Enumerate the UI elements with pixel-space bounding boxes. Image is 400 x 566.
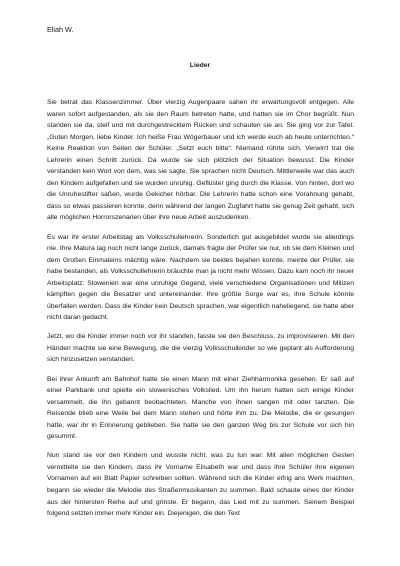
paragraph: Jetzt, wo die Kinder immer noch vor ihr standen, fasste sie den Beschluss, zu improvisieren. Mit den Händen machte sie eine Bewegung, die die vierzig Volksschulkinder so wie geplant als Aufforderung sich hinzusetzen verstanden. [47, 333, 354, 364]
document-title: Lieder [189, 62, 211, 69]
paragraph: Es war ihr erster Arbeitstag als Volksschullehrerin. Sonderlich gut ausgebildet wurde sie allerdings nie. Ihre Matura lag noch nicht lange zurück, damals fragte der Prüfer sie nur, ob sie dem Kleinen und dem Großen Einmaleins mächtig wäre. Nachdem sie beides bejahen konnte, meinte der Prüfer, sie habe bestanden, als Volksschullehrerin bräuchte man ja nicht mehr Wissen. Dazu kam noch ihr neuer Arbeitsplatz: Slowenien war eine unruhige Gegend, viele verschiedene Organisationen und Milizen kämpften gegen die Besatzer und untereinander. Ihre größte Sorge war es, ihre Schule könnte überfallen werden. Dass die Kinder kein Deutsch sprachen, war eigentlich naheliegend, sie hatte aber nicht daran gedacht. [47, 233, 354, 322]
paragraph: Sie betrat das Klassenzimmer. Über vierzig Augenpaare sahen ihr erwartungsvoll entgegen. Alle waren sofort aufgestanden, als sie den Raum betreten hatte, und hatten sie im Chor begrüßt. Nun standen sie da, steif und mit durchgestrecktem Rücken und schauten sie an. Sie ging vor zur Tafel. „Guten Morgen, liebe Kinder. Ich heiße Frau Wögerbauer und ich werde euch ab heute unterrichten.“ Keine Reaktion von Seiten der Schüler. „Setzt euch bitte“. Niemand rührte sich. Verwirrt trat die Lehrerin einen Schritt zurück. Da wurde sie sich plötzlich der Situation bewusst: Die Kinder verstanden kein Wort von dem, was sie sagte. Sie sprachen nicht Deutsch. Mittlerweile war das auch den Kindern aufgefallen und sie wurden unruhig. Geflüster ging durch die Klasse. Von hinten, dort wo die Unruhestifter saßen, wurde Gekicher hörbar. Die Lehrerin hatte schon eine Vorahnung gehabt, dass so etwas passieren konnte, denn während der langen Zugfahrt hatte sie genug Zeit gehabt, sich alle möglichen Horrorszenarien über ihre neue Arbeit auszudenken. [47, 99, 354, 222]
paragraph: Bei ihrer Ankunft am Bahnhof hatte sie einen Mann mit einer Ziehharmonika gesehen. Er saß auf einer Parkbank und spielte ein slowenisches Volkslied. Um ihn herum hatten sich einige Kinder versammelt, die ihn gebannt beobachteten. Manche von ihnen sangen mit oder tanzten. Die Reisende blieb eine Weile bei dem Mann stehen und hörte ihm zu. Die Melodie, die er gesungen hatte, war ihr in Erinnerung geblieben. Sie hatte sie den ganzen Weg bis zur Schule vor sich hin gesummt. [47, 375, 354, 441]
paragraph: Nun stand sie vor den Kindern und wusste nicht, was zu tun war. Mit allen möglichen Gesten vermittelte sie den Kindern, dass ihr Vorname Elisabeth war und dass ihre Schüler ihre eigenen Vornamen auf ein Blatt Papier schreiben sollten. Während sich die Kinder eifrig ans Werk machten, begann sie wieder die Melodie des Straßenmusikanten zu summen. Bald schaute eines der Kinder aus der hintersten Reihe auf und grinste. Er begann, das Lied mit zu summen. Seinem Beispiel folgend setzten immer mehr Kinder ein. Diejenigen, die den Text [47, 452, 354, 518]
document-body [47, 97, 354, 527]
author-name: Eliah W. [47, 25, 74, 34]
